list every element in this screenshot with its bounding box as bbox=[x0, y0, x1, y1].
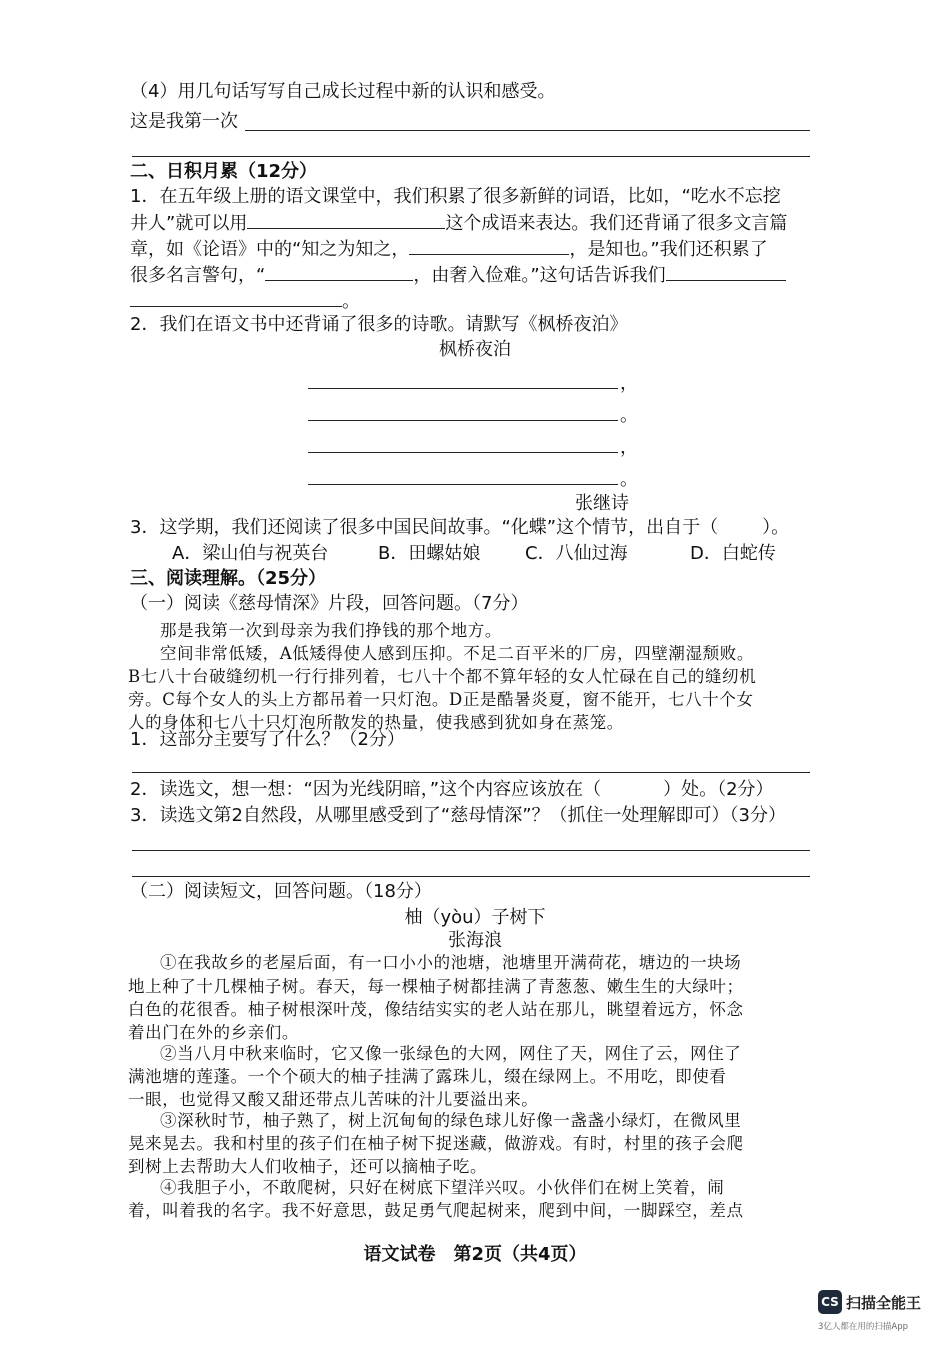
s2-q1-text: ，是知也。”我们还积累了 bbox=[569, 239, 768, 260]
option-a[interactable]: A．梁山伯与祝英台 bbox=[172, 543, 329, 564]
s2-q3-text: ）。 bbox=[762, 517, 790, 538]
option-c[interactable]: C．八仙过海 bbox=[525, 543, 628, 564]
story-line: 一眼，也觉得又酸又甜还带点儿苦味的汁儿要溢出来。 bbox=[128, 1090, 539, 1109]
part1-q2-text: 2．读选文，想一想：“因为光线阴暗，”这个内容应该放在（ bbox=[130, 779, 602, 800]
s2-q1-line3 bbox=[130, 236, 768, 262]
s2-q1-text: 井人”就可以用 bbox=[130, 213, 248, 234]
q4-start: 这是我第一次 bbox=[130, 111, 238, 132]
poem-punct-3: ， bbox=[620, 437, 638, 458]
s2-q1-line5 bbox=[130, 288, 360, 314]
poem-author: 张继诗 bbox=[575, 493, 629, 514]
section2-title: 二、日积月累（12分） bbox=[130, 161, 318, 182]
camscanner-logo-icon: CS bbox=[818, 1290, 842, 1314]
option-b[interactable]: B．田螺姑娘 bbox=[378, 543, 481, 564]
s2-q1-line4 bbox=[130, 262, 786, 288]
part2-title: （二）阅读短文，回答问题。（18分） bbox=[130, 881, 432, 902]
part1-q3: 3．读选文第2自然段，从哪里感受到了“慈母情深”？（抓住一处理解即可）（3分） bbox=[130, 805, 787, 826]
poem-punct-2: 。 bbox=[620, 405, 638, 426]
poem-answer-line-1[interactable] bbox=[308, 388, 618, 389]
part1-q2 bbox=[130, 778, 774, 802]
q4-answer-line-2[interactable] bbox=[132, 156, 810, 157]
s2-q1-end: 。 bbox=[342, 291, 360, 312]
meaning-blank-2[interactable] bbox=[130, 288, 342, 307]
s2-q1-text: 这个成语来表达。我们还背诵了很多文言篇 bbox=[445, 213, 788, 234]
s2-q3-prompt bbox=[130, 516, 789, 540]
watermark-title: 扫描全能王 bbox=[846, 1293, 922, 1312]
part1-passage-line: 人的身体和七八十只灯泡所散发的热量，使我感到犹如身在蒸笼。 bbox=[128, 713, 624, 732]
s2-q1-line1: 1．在五年级上册的语文课堂中，我们积累了很多新鲜的词语，比如，“吃水不忘挖 bbox=[130, 186, 781, 207]
meaning-blank-1[interactable] bbox=[666, 262, 786, 281]
story-title: 柚（yòu）子树下 bbox=[404, 907, 546, 928]
page-footer: 语文试卷 第2页（共4页） bbox=[363, 1244, 587, 1265]
story-author: 张海浪 bbox=[448, 930, 502, 951]
poem-punct-4: 。 bbox=[620, 469, 638, 490]
idiom-blank[interactable] bbox=[247, 210, 445, 229]
part1-passage-line: 旁。C每个女人的头上方都吊着一只灯泡。D正是酷暑炎夏，窗不能开，七八十个女 bbox=[128, 690, 754, 709]
part1-title: （一）阅读《慈母情深》片段，回答问题。（7分） bbox=[130, 593, 529, 614]
story-line: ②当八月中秋来临时，它又像一张绿色的大网，网住了天，网住了云，网住了 bbox=[160, 1044, 742, 1063]
s2-q3-text: 3．这学期，我们还阅读了很多中国民间故事。“化蝶”这个情节，出自于（ bbox=[130, 517, 719, 538]
poem-title: 枫桥夜泊 bbox=[439, 339, 511, 360]
q4-answer-line-1[interactable] bbox=[245, 130, 810, 131]
quote-blank[interactable] bbox=[265, 262, 413, 281]
s2-q1-text: 章，如《论语》中的“知之为知之， bbox=[130, 239, 410, 260]
poem-punct-1: ， bbox=[620, 373, 638, 394]
story-line: 到树上去帮助大人们收柚子，还可以摘柚子吃。 bbox=[128, 1157, 488, 1176]
section3-title: 三、阅读理解。（25分） bbox=[130, 568, 327, 589]
part1-q3-answer-line-2[interactable] bbox=[132, 876, 810, 877]
part1-passage-line: B七八十台破缝纫机一行行排列着，七八十个都不算年轻的女人忙碌在自己的缝纫机 bbox=[128, 667, 757, 686]
part1-q1-answer-line[interactable] bbox=[132, 772, 810, 773]
s2-q2-prompt: 2．我们在语文书中还背诵了很多的诗歌。请默写《枫桥夜泊》 bbox=[130, 314, 628, 335]
option-d[interactable]: D．白蛇传 bbox=[690, 543, 776, 564]
story-line: 着出门在外的乡亲们。 bbox=[128, 1023, 299, 1042]
story-line: 满池塘的莲蓬。一个个硕大的柚子挂满了露珠儿，缀在绿网上。不用吃，即使看 bbox=[128, 1067, 727, 1086]
story-line: 着，叫着我的名字。我不好意思，鼓足勇气爬起树来，爬到中间，一脚踩空，差点 bbox=[128, 1201, 744, 1220]
story-line: ④我胆子小，不敢爬树，只好在树底下望洋兴叹。小伙伴们在树上笑着，闹 bbox=[160, 1178, 725, 1197]
story-line: 地上种了十几棵柚子树。春天，每一棵柚子树都挂满了青葱葱、嫩生生的大绿叶； bbox=[128, 977, 744, 996]
q4-prompt: （4）用几句话写写自己成长过程中新的认识和感受。 bbox=[130, 81, 556, 102]
lunyu-blank[interactable] bbox=[409, 236, 569, 255]
part1-passage-line: 空间非常低矮，A低矮得使人感到压抑。不足二百平米的厂房，四壁潮湿颓败。 bbox=[160, 644, 754, 663]
poem-answer-line-4[interactable] bbox=[308, 484, 618, 485]
story-line: ③深秋时节，柚子熟了，树上沉甸甸的绿色球儿好像一盏盏小绿灯，在微风里 bbox=[160, 1111, 742, 1130]
s2-q1-text: 很多名言警句，“ bbox=[130, 265, 266, 286]
part1-q1: 1．这部分主要写了什么？（2分） bbox=[130, 729, 405, 750]
part1-q2-text: ）处。（2分） bbox=[663, 779, 774, 800]
watermark-subtitle: 3亿人都在用的扫描App bbox=[818, 1322, 909, 1332]
s2-q1-line2 bbox=[130, 210, 787, 236]
part1-q3-answer-line-1[interactable] bbox=[132, 850, 810, 851]
story-line: ①在我故乡的老屋后面，有一口小小的池塘，池塘里开满荷花，塘边的一块场 bbox=[160, 953, 742, 972]
story-line: 白色的花很香。柚子树根深叶茂，像结结实实的老人站在那儿，眺望着远方，怀念 bbox=[128, 1000, 744, 1019]
story-line: 晃来晃去。我和村里的孩子们在柚子树下捉迷藏，做游戏。有时，村里的孩子会爬 bbox=[128, 1134, 744, 1153]
part1-passage-line: 那是我第一次到母亲为我们挣钱的那个地方。 bbox=[160, 621, 502, 640]
s2-q1-text: ，由奢入俭难。”这句话告诉我们 bbox=[413, 265, 666, 286]
scanner-watermark bbox=[818, 1290, 921, 1314]
poem-answer-line-2[interactable] bbox=[308, 420, 618, 421]
poem-answer-line-3[interactable] bbox=[308, 452, 618, 453]
